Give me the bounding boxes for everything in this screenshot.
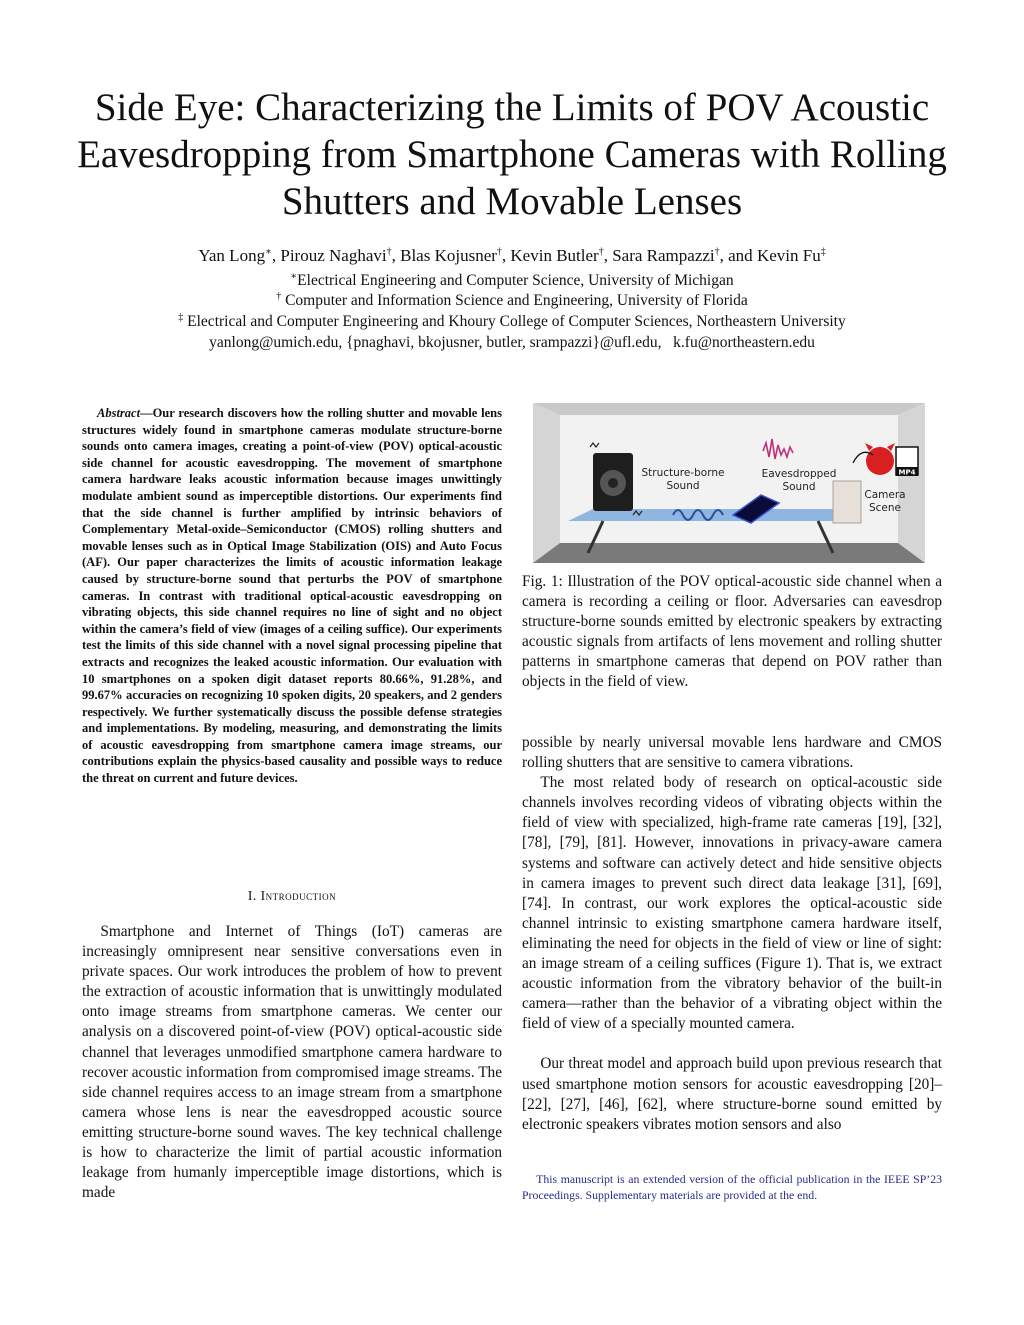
author-conjunction: and [728,246,753,265]
section-title: Introduction [260,888,337,903]
author-mark: † [386,246,392,258]
left-wall-shape [533,403,560,563]
affiliation-mark: ∗ [290,270,298,282]
paragraph-text: possible by nearly universal movable lens hardware and CMOS rolling shutters that are sensitive to camera vibrations. [522,734,942,772]
author-name: Yan Long [198,246,266,265]
affiliation-text: Computer and Information Science and Engineering, University of Florida [281,292,748,309]
abstract-text: —Our research discovers how the rolling shutter and movable lens structures widely found in smartphone cameras modulate structure-borne sounds onto camera images, creating a point-of-view (POV) optical-acoustic side channel for acoustic eavesdropping. The movement of smartphone camera hardware leaks acoustic information because images unwittingly modulate ambient sound as imperceptible distortions. Our experiments find that the side channel is further amplified by intrinsic behaviors of Complementary Metal-oxide–Semiconductor (CMOS) rolling shutters and movable lenses such as in Optical Image Stabilization (OIS) and Auto Focus (AF). Our paper characterizes the limits of acoustic information leakage caused by structure-borne sound that perturbs the POV of smartphone cameras. In contrast with traditional optical-acoustic eavesdropping on vibrating objects, this side channel requires no line of sight and no object within the camera’s field of view (images of a ceiling suffice). Our experiments test the limits of this side channel with a novel signal processing pipeline that extracts and recognizes the leaked acoustic information. Our evaluation with 10 smartphones on a spoken digit dataset reports 80.66%, 91.28%, and 99.67% accuracies on recognizing 10 spoken digits, 20 speakers, and 2 genders respectively. We further systematically discuss the possible defense strategies and implementations. By modeling, measuring, and demonstrating the limits of acoustic eavesdropping from smartphone camera image streams, our contributions explain the physics-based causality and possible ways to reduce the threat on current and future devices. [82,406,502,786]
affiliation-text: Electrical and Computer Engineering and Khoury College of Computer Sciences, Northeastern University [183,313,846,330]
abstract [82,405,502,787]
intro-paragraph-1 [82,922,502,1203]
label-structure-borne-sound: Sound [666,480,700,492]
author-mark: ‡ [820,246,826,258]
adversary-icon [866,447,894,475]
author-list: Yan Long∗, Pirouz Naghavi†, Blas Kojusner†, Kevin Butler†, Sara Rampazzi†, and Kevin Fu‡ [198,246,826,265]
figure-1-caption: Fig. 1: Illustration of the POV optical-acoustic side channel when a camera is recording a ceiling or floor. Adversaries can eavesdrop structure-borne sounds emitted by electronic speakers by extracting acoustic signals from artifacts of lens movement and rolling shutter patterns in smartphone cameras that depend on POV rather than objects in the field of view. [522,573,942,691]
figure-1-svg [533,403,925,568]
video-file-badge: MP4 [898,468,916,477]
author-name: Kevin Butler [510,246,599,265]
label-camera: Camera [864,489,906,501]
author-name: Kevin Fu [756,246,821,265]
paragraph-text: Our threat model and approach build upon previous research that used smartphone motion sensors for acoustic eavesdropping [20]–[22], [27], [46], [62], where structure-borne sound emitted by electronic speakers vibrates motion sensors and also [522,1055,942,1133]
ceiling-shape [533,403,925,415]
label-eavesdropped-sound: Sound [782,481,816,493]
paragraph-text: Smartphone and Internet of Things (IoT) cameras are increasingly omnipresent near sensitive conversations even in private spaces. Our work introduces the problem of how to prevent the extraction of acoustic information that is unwittingly modulated onto image streams from smartphone cameras. We center our analysis on a discovered point-of-view (POV) optical-acoustic side channel that leverages unmodified smartphone camera hardware to recover acoustic information from compromised image streams. The side channel requires access to an image stream from a smartphone camera whose lens is near the eavesdropped acoustic source emitting structure-borne sound waves. The key technical challenge is how to characterize the limit of partial acoustic information leakage from humanly imperceptible image distortions, which is made [82,923,502,1202]
speaker-center-icon [608,478,618,488]
label-structure-borne: Structure-borne [641,467,725,479]
affiliation-mark: † [276,290,282,302]
label-eavesdropped: Eavesdropped [761,468,837,480]
affiliation-text: Electrical Engineering and Computer Science, University of Michigan [297,272,734,289]
affiliation-3 [60,312,964,332]
author-mark: † [598,246,604,258]
author-name: Blas Kojusner [400,246,497,265]
intro-right-column [522,733,942,1135]
author-name: Pirouz Naghavi [280,246,387,265]
section-number: I. [247,888,257,903]
footnote: This manuscript is an extended version of the official publication in the IEEE SP’23 Proceedings. Supplementary materials are provided at the end. [522,1172,942,1202]
author-mark: † [496,246,502,258]
abstract-lead: Abstract [97,406,141,420]
author-mark: † [714,246,720,258]
figure-1-illustration [533,403,925,568]
camera-scene-panel [833,481,861,523]
label-camera-scene: Scene [868,502,902,514]
paper-title: Side Eye: Characterizing the Limits of POV Acoustic Eavesdropping from Smartphone Cameras with Rolling Shutters and Movable Lenses [77,86,947,223]
affiliation-2 [60,291,964,311]
section-heading-introduction [82,888,502,904]
affiliation-mark: ‡ [178,311,184,323]
paragraph-text: The most related body of research on optical-acoustic side channels involves recording videos of vibrating objects within the field of view with specialized, high-frame rate cameras [19], [32], [78], [79], [81]. However, innovations in privacy-aware camera systems and software can actively detect and hide sensitive objects in camera images to prevent such direct data leakage [31], [69], [74]. In contrast, our work explores the optical-acoustic side channel intrinsic to existing smartphone camera hardware itself, eliminating the need for objects in the field of view or line of sight: an image stream of a ceiling suffices (Figure 1). That is, we extract acoustic information from the vibratory behavior of the built-in camera—rather than the behavior of a vibrating object within the field of view of a specially mounted camera. [522,774,942,1033]
author-emails: yanlong@umich.edu, {pnaghavi, bkojusner, butler, srampazzi}@ufl.edu, k.fu@northeastern.edu [209,334,815,351]
author-mark: ∗ [265,246,272,258]
right-wall-shape [898,403,925,563]
author-name: Sara Rampazzi [612,246,715,265]
affiliation-1 [60,271,964,291]
